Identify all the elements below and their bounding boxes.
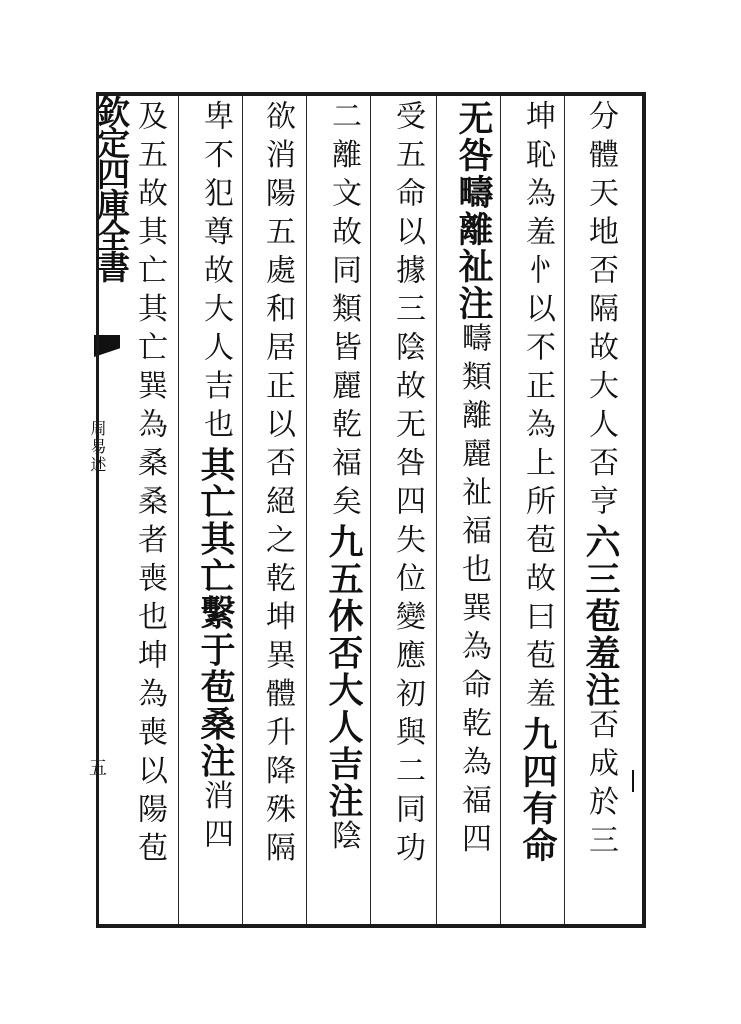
commentary-text: 疇類離麗祉福也巽為命乾為福四 xyxy=(456,322,491,861)
column-rule xyxy=(370,96,371,924)
text-column xyxy=(517,100,558,920)
column-rule xyxy=(436,96,437,924)
text-column xyxy=(132,100,167,920)
main-text: 六三苞羞 xyxy=(580,523,621,672)
column-rule xyxy=(242,96,243,924)
column-rule xyxy=(564,96,565,924)
column-rule xyxy=(306,96,307,924)
main-text: 九五休否大人吉 xyxy=(323,523,364,783)
text-column xyxy=(580,100,621,920)
page-number: 五 xyxy=(86,758,107,776)
commentary-text: 否成於三 xyxy=(583,708,618,863)
main-text: 注 xyxy=(195,742,236,780)
commentary-text: 欲消陽五處和居正以否絕之乾坤異體升降殊隔 xyxy=(260,100,295,870)
text-column xyxy=(453,100,494,920)
commentary-text: 分體天地否隔故大人否亨 xyxy=(583,100,618,524)
commentary-text: 坤恥為羞㣺以不正為上所苞故曰苞羞 xyxy=(520,100,555,716)
main-text: 无咎疇離祉 xyxy=(453,100,494,285)
commentary-text: 二離文故同類皆麗乾福矣 xyxy=(326,100,361,524)
text-column xyxy=(390,100,425,920)
column-rule xyxy=(178,96,179,924)
main-text: 注 xyxy=(453,285,494,322)
text-column xyxy=(323,100,364,920)
commentary-text: 卑不犯尊故大人吉也 xyxy=(198,100,233,447)
commentary-text: 消四 xyxy=(198,779,233,857)
book-title: 周易述 xyxy=(88,420,107,474)
text-column xyxy=(195,100,236,920)
collection-title: 欽定四庫全書 xyxy=(92,95,131,281)
main-text: 注 xyxy=(323,782,364,820)
column-rule xyxy=(500,96,501,924)
main-text: 注 xyxy=(580,671,621,709)
main-text: 九四有命 xyxy=(517,716,558,864)
text-column xyxy=(260,100,295,920)
page-edge-mark xyxy=(632,770,642,792)
commentary-text: 及五故其亡其亡巽為桑桑者喪也坤為喪以陽苞 xyxy=(132,100,167,870)
commentary-text: 受五命以據三陰故无咎四失位變應初與二同功 xyxy=(390,100,425,870)
commentary-text: 陰 xyxy=(326,819,361,858)
main-text: 其亡其亡繫于苞桑 xyxy=(195,446,236,743)
